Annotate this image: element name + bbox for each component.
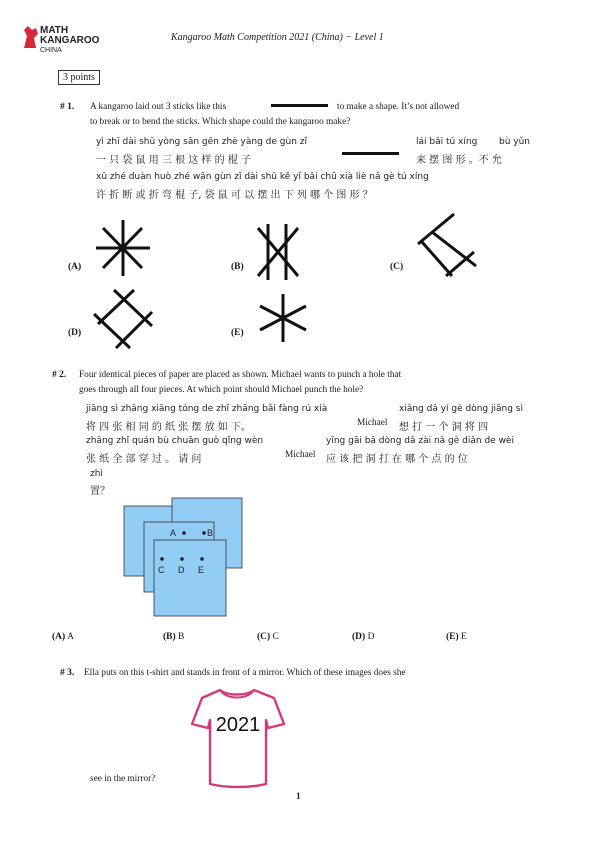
q1-figure-c <box>412 212 482 282</box>
q2-pinyin-1: jiāng sì zhāng xiāng tóng de zhǐ zhāng bǎi fàng rú xià <box>86 404 328 414</box>
logo-text: MATH KANGAROO CHINA <box>40 25 100 54</box>
q1-number: # 1. <box>60 102 75 112</box>
q1-option-a-label[interactable]: (A) <box>68 262 82 272</box>
q1-figure-d <box>90 288 156 348</box>
q2-michael-1: Michael <box>357 418 388 428</box>
q2-michael-2: Michael <box>285 450 316 460</box>
q1-text-2: to break or to bend the sticks. Which shape could the kangaroo make? <box>90 117 351 127</box>
q2-text-1: Four identical pieces of paper are placed as shown. Michael wants to punch a hole that <box>79 370 402 380</box>
page-header-title: Kangaroo Math Competition 2021 (China) − Level 1 <box>171 32 384 43</box>
q2-option-a[interactable]: (A) A <box>52 632 74 642</box>
point-e-label: E <box>198 565 205 575</box>
q2-option-e[interactable]: (E) E <box>446 632 467 642</box>
q1-option-d-label[interactable]: (D) <box>68 328 82 338</box>
q2-hanzi-3: 置？ <box>90 486 110 497</box>
point-c-dot <box>160 557 163 560</box>
point-d-label: D <box>178 565 185 575</box>
q2-hanzi-1: 将 四 张 相 同 的 纸 张 摆 放 如 下。 <box>86 422 251 433</box>
q2-pinyin-3: zhì <box>90 469 103 479</box>
kangaroo-logo-icon <box>20 24 42 50</box>
point-b-dot <box>202 531 205 534</box>
point-c-label: C <box>158 565 165 575</box>
q2-paper-figure <box>122 496 246 620</box>
q3-text-2: see in the mirror? <box>90 774 156 784</box>
points-label: 3 points <box>58 70 100 85</box>
q2-hanzi-1b: 想 打 一 个 洞 将 四 <box>399 422 489 433</box>
q1-pinyin-1a: yì zhī dài shǔ yòng sān gēn zhè yàng de gùn zǐ <box>96 137 307 147</box>
q3-number: # 3. <box>60 668 75 678</box>
tshirt-text: 2021 <box>215 714 261 736</box>
q2-hanzi-2: 张 纸 全 部 穿 过 。 请 问 <box>86 454 202 465</box>
point-a-label: A <box>170 528 177 538</box>
q2-pinyin-1b: xiǎng dǎ yí gè dòng jiāng sì <box>399 404 523 414</box>
q1-pinyin-1c: bù yǔn <box>499 137 531 147</box>
page-number: 1 <box>296 792 301 802</box>
paper-4 <box>154 540 226 616</box>
tshirt-icon <box>190 686 286 790</box>
q2-option-b[interactable]: (B) B <box>163 632 185 642</box>
q1-figure-e <box>256 292 310 344</box>
point-d-dot <box>180 557 183 560</box>
q2-text-2: goes through all four pieces. At which point should Michael punch the hole? <box>79 385 364 395</box>
point-a-dot <box>182 531 185 534</box>
q1-text-1b: to make a shape. It’s not allowed <box>337 102 460 112</box>
q3-text-1: Ella puts on this t-shirt and stands in front of a mirror. Which of these images does she <box>84 668 406 678</box>
stick-icon <box>342 152 400 156</box>
q1-figure-a <box>90 218 154 278</box>
q1-pinyin-1b: lái bǎi tú xíng <box>416 137 478 147</box>
q1-pinyin-2: xǔ zhé duàn huò zhé wān gùn zǐ dài shǔ kě yǐ bǎi chū xià liè nǎ gè tú xíng <box>96 172 429 182</box>
q1-option-e-label[interactable]: (E) <box>231 328 244 338</box>
stick-icon <box>271 104 329 108</box>
q2-number: # 2. <box>52 370 67 380</box>
q2-option-c[interactable]: (C) C <box>257 632 279 642</box>
q1-hanzi-1a: 一 只 袋 鼠 用 三 根 这 样 的 棍 子 <box>96 155 251 166</box>
q1-option-b-label[interactable]: (B) <box>231 262 244 272</box>
q2-option-d[interactable]: (D) D <box>352 632 375 642</box>
q2-pinyin-2b: yīng gāi bǎ dòng dǎ zài nǎ gè diǎn de wèi <box>326 436 514 446</box>
q1-hanzi-1b: 来 摆 图 形 。不 允 <box>416 155 502 166</box>
q2-hanzi-2b: 应 该 把 洞 打 在 哪 个 点 的 位 <box>326 454 468 465</box>
q1-figure-b <box>252 220 306 284</box>
q1-hanzi-2: 许 折 断 或 折 弯 棍 子, 袋 鼠 可 以 摆 出 下 列 哪 个 图 形 ？ <box>96 190 373 201</box>
point-e-dot <box>200 557 203 560</box>
point-b-label: B <box>207 528 214 538</box>
q1-option-c-label[interactable]: (C) <box>390 262 404 272</box>
q1-text-1a: A kangaroo laid out 3 sticks like this <box>90 102 227 112</box>
q2-pinyin-2: zhāng zhǐ quán bù chuān guò qǐng wèn <box>86 436 264 446</box>
